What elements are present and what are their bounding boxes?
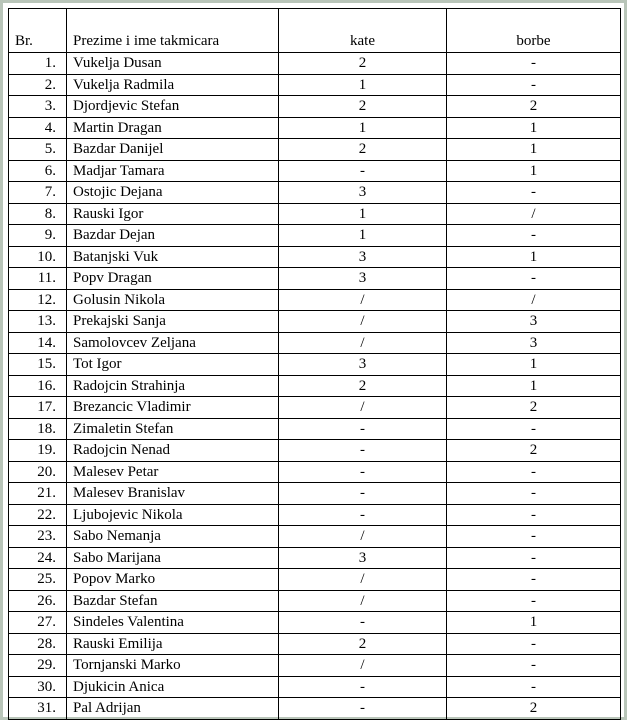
competitor-name: Vukelja Radmila	[67, 74, 279, 96]
borbe-value: 1	[447, 612, 621, 634]
competitor-name: Sabo Marijana	[67, 547, 279, 569]
borbe-value: /	[447, 289, 621, 311]
table-row	[9, 698, 621, 720]
row-number: 21.	[9, 483, 67, 505]
borbe-value: -	[447, 53, 621, 75]
borbe-value: 2	[447, 96, 621, 118]
competitor-name: Popv Dragan	[67, 268, 279, 290]
kate-value: /	[279, 289, 447, 311]
borbe-value: 1	[447, 117, 621, 139]
row-number: 20.	[9, 461, 67, 483]
row-number: 12.	[9, 289, 67, 311]
competitors-table	[8, 8, 621, 720]
table-row	[9, 397, 621, 419]
borbe-value: -	[447, 74, 621, 96]
competitor-name: Sabo Nemanja	[67, 526, 279, 548]
competitor-name: Radojcin Nenad	[67, 440, 279, 462]
kate-value: /	[279, 332, 447, 354]
header-borbe: borbe	[447, 9, 621, 53]
kate-value: /	[279, 526, 447, 548]
table-row	[9, 268, 621, 290]
kate-value: /	[279, 311, 447, 333]
row-number: 22.	[9, 504, 67, 526]
header-kate: kate	[279, 9, 447, 53]
competitor-name: Radojcin Strahinja	[67, 375, 279, 397]
table-row	[9, 74, 621, 96]
kate-value: 2	[279, 375, 447, 397]
table-row	[9, 375, 621, 397]
row-number: 10.	[9, 246, 67, 268]
table-row	[9, 332, 621, 354]
competitor-name: Samolovcev Zeljana	[67, 332, 279, 354]
borbe-value: -	[447, 655, 621, 677]
row-number: 6.	[9, 160, 67, 182]
row-number: 13.	[9, 311, 67, 333]
borbe-value: 1	[447, 375, 621, 397]
kate-value: 1	[279, 203, 447, 225]
kate-value: -	[279, 504, 447, 526]
competitor-name: Madjar Tamara	[67, 160, 279, 182]
table-row	[9, 461, 621, 483]
table-row	[9, 203, 621, 225]
table-row	[9, 676, 621, 698]
row-number: 16.	[9, 375, 67, 397]
row-number: 5.	[9, 139, 67, 161]
competitor-name: Tornjanski Marko	[67, 655, 279, 677]
borbe-value: -	[447, 676, 621, 698]
row-number: 8.	[9, 203, 67, 225]
borbe-value: -	[447, 418, 621, 440]
borbe-value: -	[447, 526, 621, 548]
competitor-name: Rauski Igor	[67, 203, 279, 225]
borbe-value: 3	[447, 332, 621, 354]
borbe-value: -	[447, 633, 621, 655]
borbe-value: -	[447, 225, 621, 247]
kate-value: -	[279, 461, 447, 483]
table-row	[9, 289, 621, 311]
kate-value: -	[279, 440, 447, 462]
borbe-value: -	[447, 461, 621, 483]
header-name: Prezime i ime takmicara	[67, 9, 279, 53]
table-header-row	[9, 9, 621, 53]
table-row	[9, 655, 621, 677]
row-number: 2.	[9, 74, 67, 96]
table-row	[9, 96, 621, 118]
row-number: 26.	[9, 590, 67, 612]
borbe-value: -	[447, 569, 621, 591]
table-row	[9, 569, 621, 591]
row-number: 29.	[9, 655, 67, 677]
kate-value: 1	[279, 74, 447, 96]
row-number: 3.	[9, 96, 67, 118]
competitor-name: Djordjevic Stefan	[67, 96, 279, 118]
row-number: 7.	[9, 182, 67, 204]
kate-value: 1	[279, 117, 447, 139]
row-number: 18.	[9, 418, 67, 440]
competitor-name: Vukelja Dusan	[67, 53, 279, 75]
borbe-value: 2	[447, 440, 621, 462]
kate-value: 3	[279, 268, 447, 290]
table-row	[9, 504, 621, 526]
competitor-name: Malesev Petar	[67, 461, 279, 483]
competitor-name: Golusin Nikola	[67, 289, 279, 311]
table-body	[9, 9, 621, 720]
competitor-name: Tot Igor	[67, 354, 279, 376]
kate-value: 3	[279, 547, 447, 569]
row-number: 28.	[9, 633, 67, 655]
kate-value: 1	[279, 225, 447, 247]
table-row	[9, 246, 621, 268]
row-number: 11.	[9, 268, 67, 290]
kate-value: /	[279, 590, 447, 612]
table-row	[9, 612, 621, 634]
table-row	[9, 139, 621, 161]
table-row	[9, 418, 621, 440]
borbe-value: 2	[447, 698, 621, 720]
competitor-name: Bazdar Danijel	[67, 139, 279, 161]
competitor-name: Zimaletin Stefan	[67, 418, 279, 440]
kate-value: -	[279, 612, 447, 634]
competitor-name: Bazdar Dejan	[67, 225, 279, 247]
competitor-name: Martin Dragan	[67, 117, 279, 139]
row-number: 1.	[9, 53, 67, 75]
kate-value: /	[279, 569, 447, 591]
kate-value: -	[279, 676, 447, 698]
kate-value: /	[279, 397, 447, 419]
kate-value: -	[279, 698, 447, 720]
competitor-name: Malesev Branislav	[67, 483, 279, 505]
table-row	[9, 526, 621, 548]
borbe-value: 1	[447, 160, 621, 182]
borbe-value: -	[447, 268, 621, 290]
table-row	[9, 483, 621, 505]
kate-value: 3	[279, 182, 447, 204]
competitor-name: Ostojic Dejana	[67, 182, 279, 204]
table-row	[9, 225, 621, 247]
competitor-name: Batanjski Vuk	[67, 246, 279, 268]
competitor-name: Bazdar Stefan	[67, 590, 279, 612]
table-row	[9, 547, 621, 569]
borbe-value: 3	[447, 311, 621, 333]
row-number: 27.	[9, 612, 67, 634]
borbe-value: -	[447, 182, 621, 204]
borbe-value: 1	[447, 246, 621, 268]
competitor-name: Pal Adrijan	[67, 698, 279, 720]
row-number: 17.	[9, 397, 67, 419]
row-number: 24.	[9, 547, 67, 569]
borbe-value: -	[447, 504, 621, 526]
table-row	[9, 633, 621, 655]
table-row	[9, 354, 621, 376]
borbe-value: 1	[447, 139, 621, 161]
competitor-name: Djukicin Anica	[67, 676, 279, 698]
kate-value: 3	[279, 354, 447, 376]
borbe-value: -	[447, 483, 621, 505]
header-number: Br.	[9, 9, 67, 53]
competitor-name: Brezancic Vladimir	[67, 397, 279, 419]
table-row	[9, 590, 621, 612]
competitor-name: Prekajski Sanja	[67, 311, 279, 333]
row-number: 15.	[9, 354, 67, 376]
kate-value: /	[279, 655, 447, 677]
kate-value: 3	[279, 246, 447, 268]
row-number: 25.	[9, 569, 67, 591]
table-row	[9, 53, 621, 75]
borbe-value: /	[447, 203, 621, 225]
borbe-value: -	[447, 590, 621, 612]
row-number: 23.	[9, 526, 67, 548]
kate-value: 2	[279, 139, 447, 161]
kate-value: 2	[279, 96, 447, 118]
kate-value: -	[279, 160, 447, 182]
row-number: 4.	[9, 117, 67, 139]
competitor-name: Ljubojevic Nikola	[67, 504, 279, 526]
kate-value: -	[279, 483, 447, 505]
competitor-name: Rauski Emilija	[67, 633, 279, 655]
row-number: 19.	[9, 440, 67, 462]
table-row	[9, 311, 621, 333]
table-row	[9, 117, 621, 139]
competitor-name: Sindeles Valentina	[67, 612, 279, 634]
row-number: 30.	[9, 676, 67, 698]
table-row	[9, 182, 621, 204]
row-number: 31.	[9, 698, 67, 720]
table-row	[9, 440, 621, 462]
borbe-value: 1	[447, 354, 621, 376]
row-number: 9.	[9, 225, 67, 247]
borbe-value: -	[447, 547, 621, 569]
kate-value: 2	[279, 53, 447, 75]
kate-value: 2	[279, 633, 447, 655]
table-row	[9, 160, 621, 182]
kate-value: -	[279, 418, 447, 440]
row-number: 14.	[9, 332, 67, 354]
competitor-name: Popov Marko	[67, 569, 279, 591]
borbe-value: 2	[447, 397, 621, 419]
